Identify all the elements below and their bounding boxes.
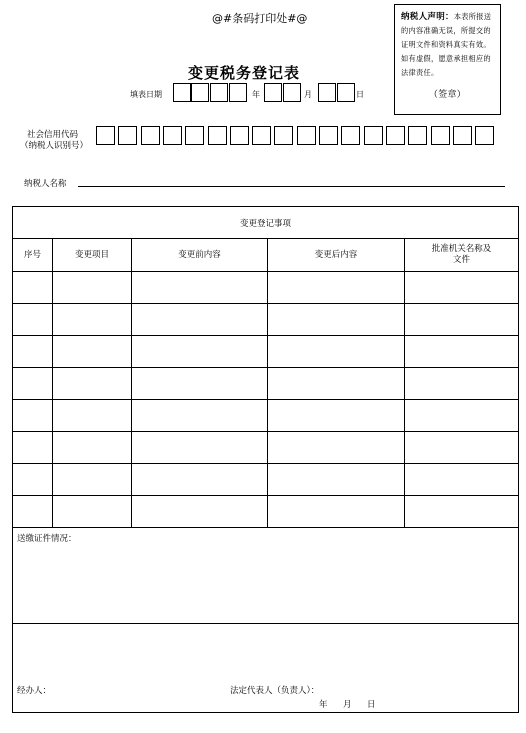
- change-items-table: [12, 206, 519, 713]
- cell-index[interactable]: [13, 432, 53, 464]
- cell-item[interactable]: [53, 304, 132, 336]
- cell-approval[interactable]: [405, 336, 519, 368]
- cell-after[interactable]: [268, 304, 405, 336]
- cell-item[interactable]: [53, 272, 132, 304]
- cell-approval[interactable]: [405, 368, 519, 400]
- taxpayer-name-label: 纳税人名称: [24, 179, 67, 189]
- cell-item[interactable]: [53, 368, 132, 400]
- cell-after[interactable]: [268, 272, 405, 304]
- credit-code-digit-box[interactable]: [341, 126, 360, 145]
- cell-index[interactable]: [13, 272, 53, 304]
- declaration-heading: 纳税人声明：: [401, 12, 454, 22]
- cell-after[interactable]: [268, 368, 405, 400]
- table-row: [13, 400, 519, 432]
- table-caption: 变更登记事项: [13, 207, 519, 239]
- cell-item[interactable]: [53, 432, 132, 464]
- cell-before[interactable]: [132, 432, 268, 464]
- footer-year: 年: [319, 700, 328, 710]
- credit-code-digit-box[interactable]: [96, 126, 115, 145]
- col-header-item: 变更项目: [53, 239, 132, 272]
- cell-item[interactable]: [53, 400, 132, 432]
- cell-after[interactable]: [268, 432, 405, 464]
- col-header-after: 变更后内容: [268, 239, 405, 272]
- col-header-approval: [405, 239, 519, 272]
- remarks-cell[interactable]: [13, 528, 519, 624]
- cell-index[interactable]: [13, 496, 53, 528]
- credit-code-digit-box[interactable]: [141, 126, 160, 145]
- cell-before[interactable]: [132, 496, 268, 528]
- cell-item[interactable]: [53, 464, 132, 496]
- credit-code-label: 社会信用代码: [27, 130, 79, 140]
- footer-month: 月: [343, 700, 352, 710]
- form-title: 变更税务登记表: [188, 64, 301, 82]
- cell-approval[interactable]: [405, 272, 519, 304]
- credit-code-digit-box[interactable]: [230, 126, 249, 145]
- cell-index[interactable]: [13, 304, 53, 336]
- taxpayer-declaration-box: [394, 4, 501, 115]
- credit-code-sublabel: （纳税人识别号）: [20, 141, 89, 151]
- table-row: [13, 464, 519, 496]
- cell-index[interactable]: [13, 464, 53, 496]
- date-digit-box[interactable]: [229, 83, 247, 102]
- date-digit-box[interactable]: [264, 83, 282, 102]
- fill-date-label: 填表日期: [130, 90, 162, 99]
- date-digit-box[interactable]: [210, 83, 228, 102]
- credit-code-digit-box[interactable]: [408, 126, 427, 145]
- declaration-sign: （签章）: [428, 90, 467, 100]
- day-label: 日: [356, 90, 364, 99]
- cell-index[interactable]: [13, 336, 53, 368]
- cell-approval[interactable]: [405, 400, 519, 432]
- cell-item[interactable]: [53, 336, 132, 368]
- table-row: [13, 368, 519, 400]
- credit-code-digit-box[interactable]: [319, 126, 338, 145]
- handler-label: 经办人：: [17, 686, 52, 696]
- table-row: [13, 496, 519, 528]
- cell-before[interactable]: [132, 400, 268, 432]
- credit-code-digit-box[interactable]: [364, 126, 383, 145]
- col-header-before: 变更前内容: [132, 239, 268, 272]
- cell-index[interactable]: [13, 400, 53, 432]
- cell-before[interactable]: [132, 464, 268, 496]
- date-digit-box[interactable]: [283, 83, 301, 102]
- cell-before[interactable]: [132, 336, 268, 368]
- date-digit-box[interactable]: [173, 83, 191, 102]
- cell-index[interactable]: [13, 368, 53, 400]
- credit-code-digit-box[interactable]: [274, 126, 293, 145]
- credit-code-digit-box[interactable]: [208, 126, 227, 145]
- credit-code-digit-box[interactable]: [297, 126, 316, 145]
- cell-after[interactable]: [268, 400, 405, 432]
- table-row: [13, 304, 519, 336]
- col-header-approval-text: 批准机关名称及文件: [431, 244, 492, 265]
- month-label: 月: [304, 90, 312, 99]
- cell-after[interactable]: [268, 464, 405, 496]
- cell-approval[interactable]: [405, 464, 519, 496]
- date-digit-box[interactable]: [337, 83, 355, 102]
- table-header-row: [13, 239, 519, 272]
- credit-code-digit-box[interactable]: [475, 126, 494, 145]
- cell-before[interactable]: [132, 368, 268, 400]
- credit-code-digit-box[interactable]: [185, 126, 204, 145]
- cell-item[interactable]: [53, 496, 132, 528]
- remarks-label: 送缴证件情况：: [17, 534, 77, 544]
- signature-cell: [13, 624, 519, 713]
- cell-before[interactable]: [132, 304, 268, 336]
- cell-approval[interactable]: [405, 304, 519, 336]
- credit-code-digit-box[interactable]: [163, 126, 182, 145]
- table-row: [13, 336, 519, 368]
- credit-code-digit-box[interactable]: [431, 126, 450, 145]
- cell-approval[interactable]: [405, 496, 519, 528]
- credit-code-digit-box[interactable]: [386, 126, 405, 145]
- footer-day: 日: [367, 700, 376, 710]
- credit-code-digit-box[interactable]: [118, 126, 137, 145]
- cell-approval[interactable]: [405, 432, 519, 464]
- cell-before[interactable]: [132, 272, 268, 304]
- date-digit-box[interactable]: [318, 83, 336, 102]
- date-digit-box[interactable]: [191, 83, 209, 102]
- col-header-index: 序号: [13, 239, 53, 272]
- barcode-placeholder: @#条码打印处#@: [212, 12, 308, 25]
- taxpayer-name-field[interactable]: [78, 186, 505, 187]
- credit-code-digit-box[interactable]: [252, 126, 271, 145]
- legal-rep-label: 法定代表人（负责人）：: [230, 686, 320, 696]
- credit-code-digit-box[interactable]: [453, 126, 472, 145]
- table-row: [13, 432, 519, 464]
- table-row: [13, 272, 519, 304]
- declaration-body: 本表所报送的内容准确无误，所提交的证明文件和资料真实有效。如有虚假，愿意承担相应的法律责任。: [401, 12, 492, 77]
- cell-after[interactable]: [268, 496, 405, 528]
- year-label: 年: [252, 90, 260, 99]
- cell-after[interactable]: [268, 336, 405, 368]
